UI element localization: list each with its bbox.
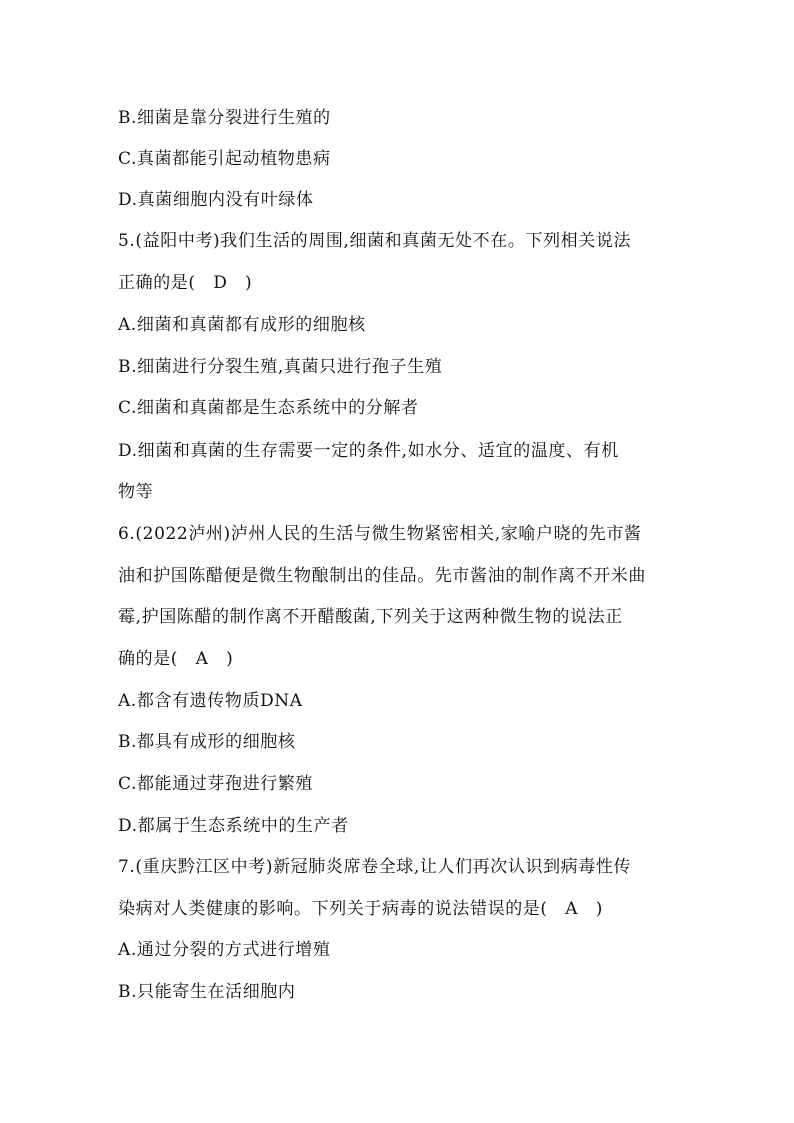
text-line-option-d-q5-cont: 物等 [118, 482, 154, 502]
question-7-stem-cont: 染病对人类健康的影响。下列关于病毒的说法错误的是( A ) [118, 899, 603, 919]
text-line-option-d-q4: D.真菌细胞内没有叶绿体 [118, 190, 314, 210]
text-line-option-a-q5: A.细菌和真菌都有成形的细胞核 [118, 315, 366, 335]
text-line-option-b-q5: B.细菌进行分裂生殖,真菌只进行孢子生殖 [118, 357, 443, 377]
text-line-option-a-q7: A.通过分裂的方式进行增殖 [118, 940, 331, 960]
question-5-stem: 5.(益阳中考)我们生活的周围,细菌和真菌无处不在。下列相关说法 [118, 231, 632, 251]
question-6-stem-cont-1: 油和护国陈醋便是微生物酿制出的佳品。先市酱油的制作离不开米曲 [118, 566, 646, 586]
text-line-option-b-q4: B.细菌是靠分裂进行生殖的 [118, 108, 331, 128]
question-5-stem-cont: 正确的是( D ) [118, 273, 253, 293]
text-line-option-d-q6: D.都属于生态系统中的生产者 [118, 816, 349, 836]
text-line-option-c-q6: C.都能通过芽孢进行繁殖 [118, 774, 314, 794]
text-line-option-a-q6: A.都含有遗传物质DNA [118, 691, 303, 711]
question-6-stem: 6.(2022泸州)泸州人民的生活与微生物紧密相关,家喻户晓的先市酱 [118, 524, 642, 544]
text-line-option-b-q7: B.只能寄生在活细胞内 [118, 982, 296, 1002]
question-7-stem: 7.(重庆黔江区中考)新冠肺炎席卷全球,让人们再次认识到病毒性传 [118, 857, 632, 877]
question-6-stem-cont-2: 霉,护国陈醋的制作离不开醋酸菌,下列关于这两种微生物的说法正 [118, 607, 623, 627]
text-line-option-d-q5: D.细菌和真菌的生存需要一定的条件,如水分、适宜的温度、有机 [118, 441, 619, 461]
text-line-option-c-q4: C.真菌都能引起动植物患病 [118, 149, 331, 169]
question-6-stem-cont-3: 确的是( A ) [118, 649, 234, 669]
text-line-option-c-q5: C.细菌和真菌都是生态系统中的分解者 [118, 398, 419, 418]
text-line-option-b-q6: B.都具有成形的细胞核 [118, 732, 296, 752]
